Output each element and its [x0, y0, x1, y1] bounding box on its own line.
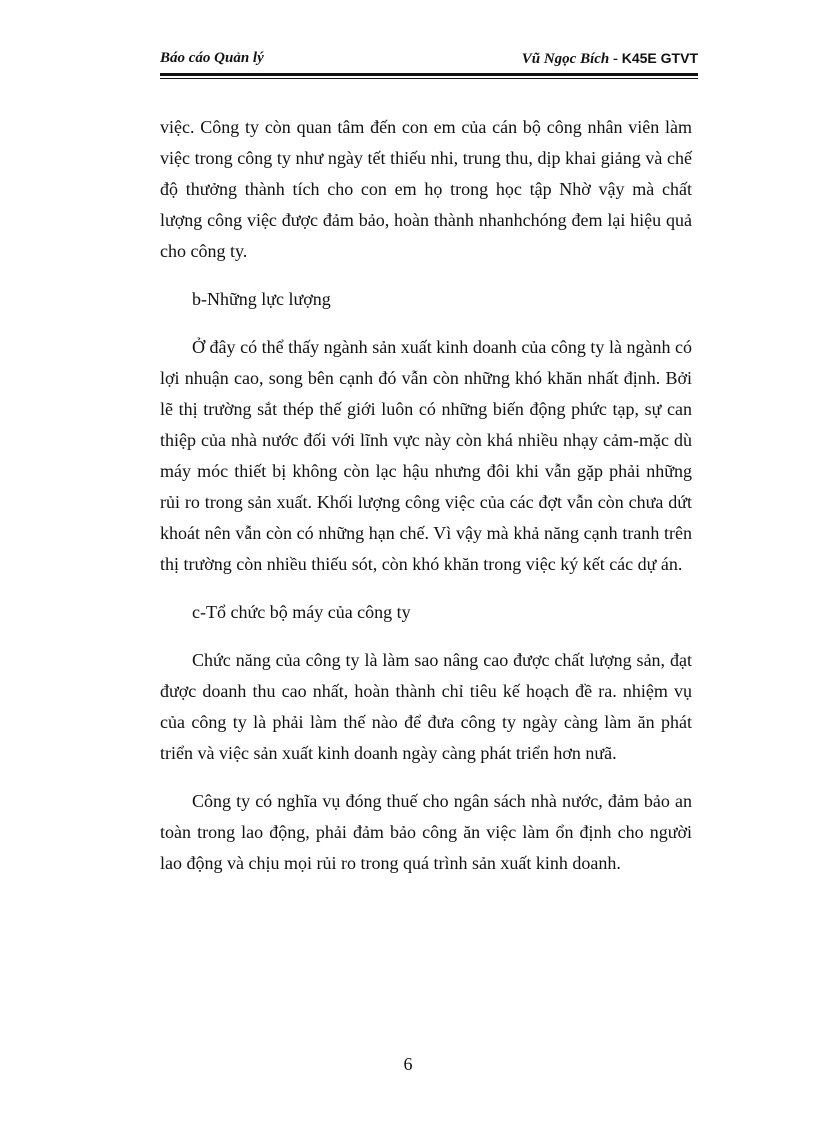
paragraph-functions: Chức năng của công ty là làm sao nâng cao được chất lượng sản, đạt được doanh thu cao nhất, hoàn thành chỉ tiêu kế hoạch đề ra. nhiệm vụ của công ty là phải làm thế nào để đưa công ty ngày càng làm ăn phát triển và việc sản xuất kinh doanh ngày càng phát triển hơn nưã. [160, 650, 692, 763]
author-name: Vũ Ngọc Bích [521, 51, 610, 67]
report-title: Báo cáo Quản lý [160, 50, 264, 66]
section-heading-b: b-Những lực lượng [192, 289, 331, 309]
section-heading-c: c-Tổ chức bộ máy của công ty [192, 602, 411, 622]
author-separator: - [609, 51, 622, 67]
header-rule-thick [160, 73, 698, 76]
paragraph-continuation: việc. Công ty còn quan tâm đến con em của cán bộ công nhân viên làm việc trong công ty như ngày tết thiếu nhi, trung thu, dịp khai giảng và chế độ thưởng thành tích cho con em họ trong học tập Nhờ vậy mà chất lượng công việc được đảm bảo, hoàn thành nhanhchóng đem lại hiệu quả cho công ty. [160, 117, 692, 261]
header-rule-thin [160, 78, 698, 79]
class-code: K45E GTVT [621, 50, 698, 66]
page-header [160, 50, 698, 72]
author-info [522, 50, 698, 68]
paragraph-duties: Công ty có nghĩa vụ đóng thuế cho ngân sách nhà nước, đảm bảo an toàn trong lao động, phải đảm bảo công ăn việc làm ổn định cho người lao động và chịu mọi rủi ro trong quá trình sản xuất kinh doanh. [160, 791, 692, 873]
paragraph-forces: Ở đây có thể thấy ngành sản xuất kinh doanh của công ty là ngành có lợi nhuận cao, song bên cạnh đó vẫn còn những khó khăn nhất định. Bởi lẽ thị trường sắt thép thế giới luôn có những biến động phức tạp, sự can thiệp của nhà nước đối với lĩnh vực này còn khá nhiều nhạy cảm-mặc dù máy móc thiết bị không còn lạc hậu nhưng đôi khi vẫn gặp phải những rủi ro trong sản xuất. Khối lượng công việc của các đợt vẫn còn chưa dứt khoát nên vẫn còn có những hạn chế. Vì vậy mà khả năng cạnh tranh trên thị trường còn nhiều thiếu sót, còn khó khăn trong việc ký kết các dự án. [160, 337, 692, 574]
page-number: 6 [403, 1054, 413, 1074]
document-body [160, 112, 692, 896]
